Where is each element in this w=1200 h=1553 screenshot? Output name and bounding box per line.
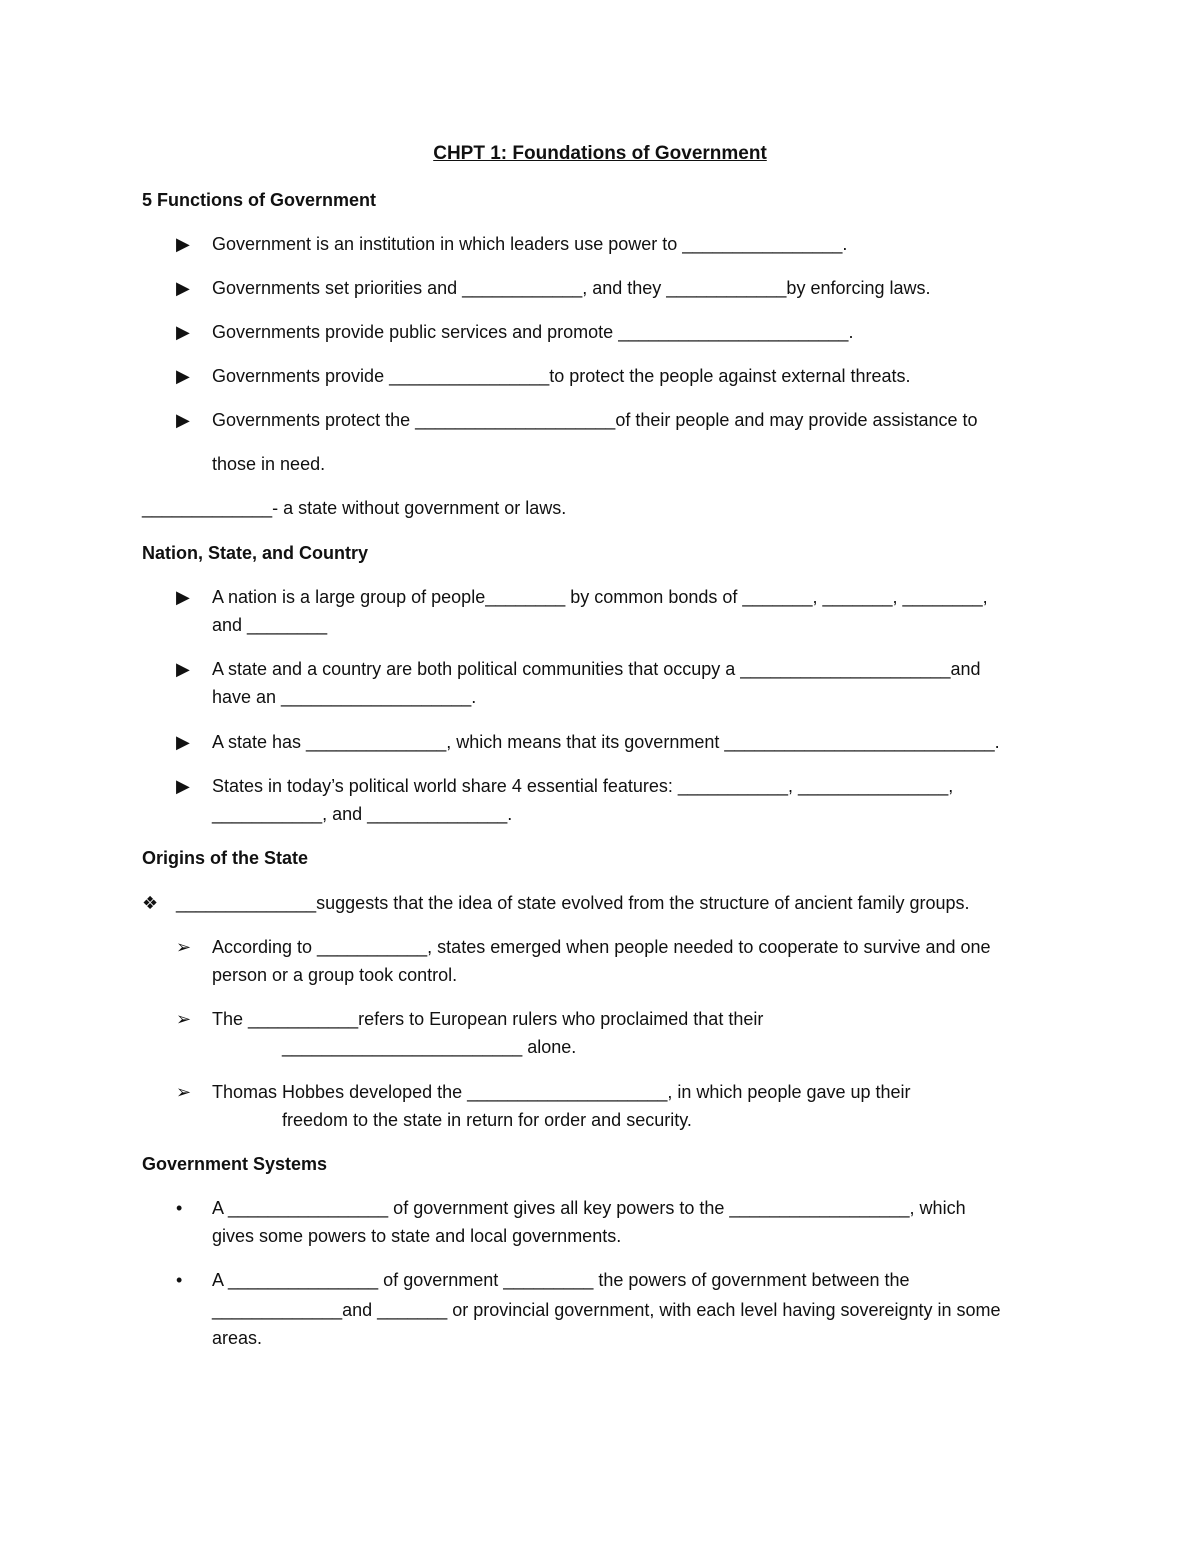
arrow-bullet-icon: ➢	[176, 937, 192, 957]
triangle-bullet-icon: ▶	[176, 776, 190, 796]
list-item: ▶ Governments provide public services and promote _______________________.	[176, 318, 1076, 346]
section-heading-functions: 5 Functions of Government	[142, 190, 377, 210]
arrow-bullet-icon: ➢	[176, 1082, 192, 1102]
triangle-bullet-icon: ▶	[176, 587, 190, 607]
triangle-bullet-icon: ▶	[176, 732, 190, 752]
dot-bullet-icon: •	[176, 1270, 183, 1290]
list-item: • A ________________ of government gives all key powers to the __________________, which gives some powers to state and local governments.	[176, 1194, 1076, 1250]
list-item: ➢ The ___________refers to European rulers who proclaimed that their ________________________ alone.	[176, 1005, 1076, 1061]
list-item: ▶ Government is an institution in which leaders use power to ________________.	[176, 230, 1076, 258]
list-item: ▶ A nation is a large group of people________ by common bonds of _______, _______, ________, and ________	[176, 583, 1076, 639]
section-heading-systems: Government Systems	[142, 1154, 328, 1174]
list-item: ▶ A state and a country are both political communities that occupy a _____________________and have an ___________________.	[176, 655, 1076, 711]
section-heading-origins: Origins of the State	[142, 848, 309, 868]
anarchy-definition: _____________- a state without government or laws.	[142, 498, 567, 518]
list-item: ➢ Thomas Hobbes developed the ____________________, in which people gave up their freedom to the state in return for order and security.	[176, 1078, 1076, 1134]
triangle-bullet-icon: ▶	[176, 659, 190, 679]
list-item: ▶ Governments protect the ____________________of their people and may provide assistance to those in need.	[176, 406, 1076, 478]
list-item: ▶ Governments set priorities and ____________, and they ____________by enforcing laws.	[176, 274, 1076, 302]
list-item: ▶ A state has ______________, which means that its government ___________________________.	[176, 728, 1076, 756]
list-item: ▶ Governments provide ________________to protect the people against external threats.	[176, 362, 1076, 390]
triangle-bullet-icon: ▶	[176, 366, 190, 386]
dot-bullet-icon: •	[176, 1198, 183, 1218]
triangle-bullet-icon: ▶	[176, 322, 190, 342]
list-item: ❖ ______________suggests that the idea of state evolved from the structure of ancient family groups.	[142, 889, 1042, 917]
triangle-bullet-icon: ▶	[176, 410, 190, 430]
section-heading-nation: Nation, State, and Country	[142, 543, 369, 563]
page-title: CHPT 1: Foundations of Government	[433, 143, 767, 164]
arrow-bullet-icon: ➢	[176, 1009, 192, 1029]
triangle-bullet-icon: ▶	[176, 278, 190, 298]
list-item: ➢ According to ___________, states emerged when people needed to cooperate to survive and one person or a group took control.	[176, 933, 1076, 989]
list-item: ▶ States in today’s political world share 4 essential features: ___________, _______________, ___________, and ______________.	[176, 772, 1076, 828]
triangle-bullet-icon: ▶	[176, 234, 190, 254]
list-item: • A _______________ of government _________ the powers of government between the _____________and _______ or provincial government, with each level having sovereignty in some areas.	[176, 1266, 1076, 1352]
diamond-bullet-icon: ❖	[142, 893, 159, 913]
